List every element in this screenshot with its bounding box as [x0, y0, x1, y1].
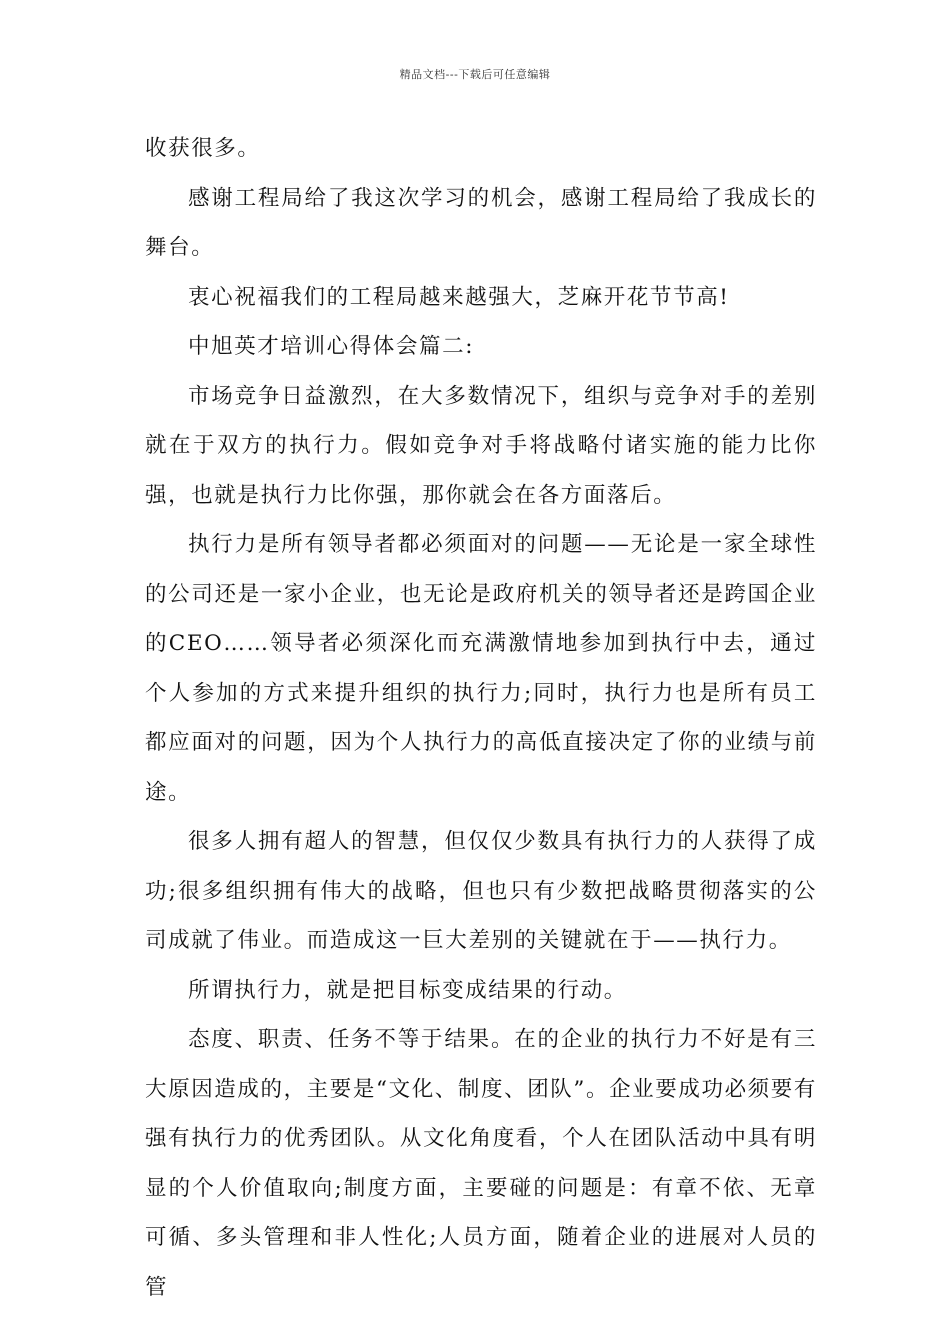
paragraph: 收获很多。 — [145, 136, 261, 161]
paragraph: 很多人拥有超人的智慧，但仅仅少数具有执行力的人获得了成功;很多组织拥有伟大的战略，但也只有少数把战略贯彻落实的公司成就了伟业。而造成这一巨大差别的关键就在于——执行力。 — [145, 829, 817, 953]
paragraph: 市场竞争日益激烈，在大多数情况下，组织与竞争对手的差别就在于双方的执行力。假如竞争对手将战略付诸实施的能力比你强，也就是执行力比你强，那你就会在各方面落后。 — [145, 383, 817, 508]
paragraph: 执行力是所有领导者都必须面对的问题——无论是一家全球性的公司还是一家小企业，也无论是政府机关的领导者还是跨国企业的CEO……领导者必须深化而充满激情地参加到执行中去，通过个人参加的方式来提升组织的执行力;同时，执行力也是所有员工都应面对的问题，因为个人执行力的高低直接决定了你的业绩与前途。 — [145, 532, 817, 805]
page-header: 精品文档---下载后可任意编辑 — [399, 68, 551, 81]
document-body — [145, 124, 817, 1312]
paragraph: 态度、职责、任务不等于结果。在的企业的执行力不好是有三大原因造成的，主要是“文化、制度、团队”。企业要成功必须要有强有执行力的优秀团队。从文化角度看，个人在团队活动中具有明显的个人价值取向;制度方面，主要碰的问题是：有章不依、无章可循、多头管理和非人性化;人员方面，随着企业的进展对人员的管 — [145, 1027, 817, 1300]
paragraph: 所谓执行力，就是把目标变成结果的行动。 — [188, 977, 627, 1003]
section-heading: 中旭英才培训心得体会篇二: — [188, 334, 475, 359]
paragraph: 感谢工程局给了我这次学习的机会，感谢工程局给了我成长的舞台。 — [145, 185, 817, 260]
paragraph: 衷心祝福我们的工程局越来越强大，芝麻开花节节高! — [188, 284, 730, 310]
